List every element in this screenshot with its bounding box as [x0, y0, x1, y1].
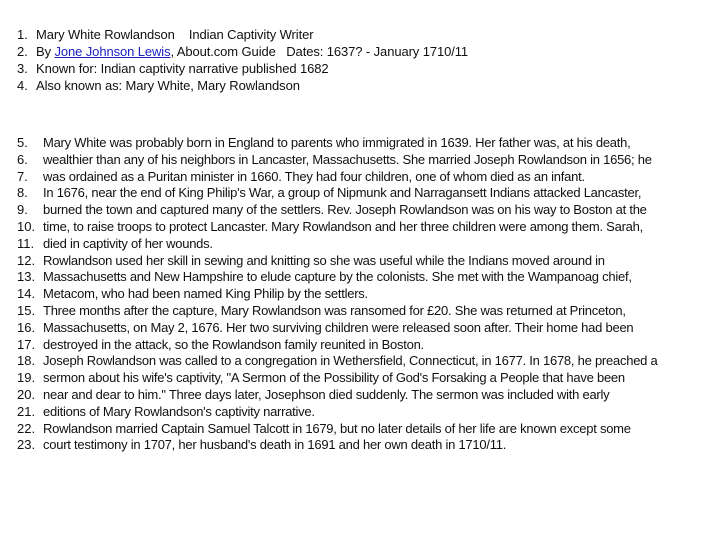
line-text: Rowlandson married Captain Samuel Talcott in 1679, but no later details of her life are known except some	[43, 420, 631, 436]
line-text: near and dear to him." Three days later, Josephson died suddenly. The sermon was included with early	[43, 386, 610, 402]
line-number: 11.	[17, 235, 35, 251]
line-number: 17.	[17, 336, 36, 352]
line-text: was ordained as a Puritan minister in 1660. They had four children, one of whom died as an infant.	[43, 168, 585, 184]
line-number: 14.	[17, 286, 36, 302]
line-text: sermon about his wife's captivity, "A Sermon of the Possibility of God's Forsaking a People that have been	[43, 370, 625, 386]
line-text: Mary White Rowlandson Indian Captivity Writer	[36, 27, 314, 42]
line-number: 23.	[17, 437, 36, 453]
line-text: Known for: Indian captivity narrative published 1682	[36, 61, 329, 76]
line-text: Also known as: Mary White, Mary Rowlandson	[36, 78, 300, 93]
line-text: burned the town and captured many of the settlers. Rev. Joseph Rowlandson was on his way to Boston at the	[43, 202, 647, 218]
line-number: 18.	[17, 353, 36, 369]
line-number: 5.	[17, 135, 28, 150]
line-number: 10.	[17, 218, 36, 234]
line-number: 2.	[17, 44, 28, 59]
line-number: 8.	[17, 185, 28, 201]
line-text: wealthier than any of his neighbors in Lancaster, Massachusetts. She married Joseph Rowlandson in 1656; he	[43, 151, 652, 167]
line-text: Massachusetts and New Hampshire to elude capture by the colonists. She met with the Wampanoag chief,	[43, 269, 632, 285]
line-number: 19.	[17, 370, 36, 386]
line-text: died in captivity of her wounds.	[43, 235, 213, 251]
line-number: 4.	[17, 78, 28, 93]
line-text: Mary White was probably born in England to parents who immigrated in 1639. Her father was, at his death,	[43, 135, 631, 150]
line-text: court testimony in 1707, her husband's death in 1691 and her own death in 1710/11.	[43, 437, 507, 453]
line-text: Metacom, who had been named King Philip by the settlers.	[43, 286, 368, 302]
line-text: Rowlandson used her skill in sewing and knitting so she was useful while the Indians moved around in	[43, 252, 605, 268]
line-text: Three months after the capture, Mary Rowlandson was ransomed for £20. She was returned at Princeton,	[43, 302, 626, 318]
byline	[36, 43, 468, 60]
byline-suffix: , About.com Guide Dates: 1637? - January 1710/11	[170, 44, 469, 59]
line-number: 22.	[17, 420, 36, 436]
line-text: editions of Mary Rowlandson's captivity narrative.	[43, 403, 315, 419]
line-text: Joseph Rowlandson was called to a congregation in Wethersfield, Connecticut, in 1677. In 1678, he preached a	[43, 353, 658, 369]
line-number: 7.	[17, 168, 28, 184]
line-number: 21.	[17, 403, 36, 419]
author-link[interactable]: Jone Johnson Lewis	[54, 44, 171, 59]
line-text: Massachusetts, on May 2, 1676. Her two surviving children were released soon after. Their home had been	[43, 319, 634, 335]
line-number: 13.	[17, 269, 36, 285]
byline-prefix: By	[36, 44, 55, 59]
line-number: 20.	[17, 386, 36, 402]
line-number: 1.	[17, 27, 28, 42]
line-number: 12.	[17, 252, 36, 268]
line-number: 15.	[17, 302, 36, 318]
line-number: 9.	[17, 202, 28, 218]
line-text: time, to raise troops to protect Lancaster. Mary Rowlandson and her three children were among them. Sarah,	[43, 218, 643, 234]
line-text: destroyed in the attack, so the Rowlandson family reunited in Boston.	[43, 336, 424, 352]
line-number: 16.	[17, 319, 36, 335]
line-number: 6.	[17, 151, 28, 167]
line-number: 3.	[17, 61, 28, 76]
line-text: In 1676, near the end of King Philip's War, a group of Nipmunk and Narragansett Indians attacked Lancaster,	[43, 185, 642, 201]
